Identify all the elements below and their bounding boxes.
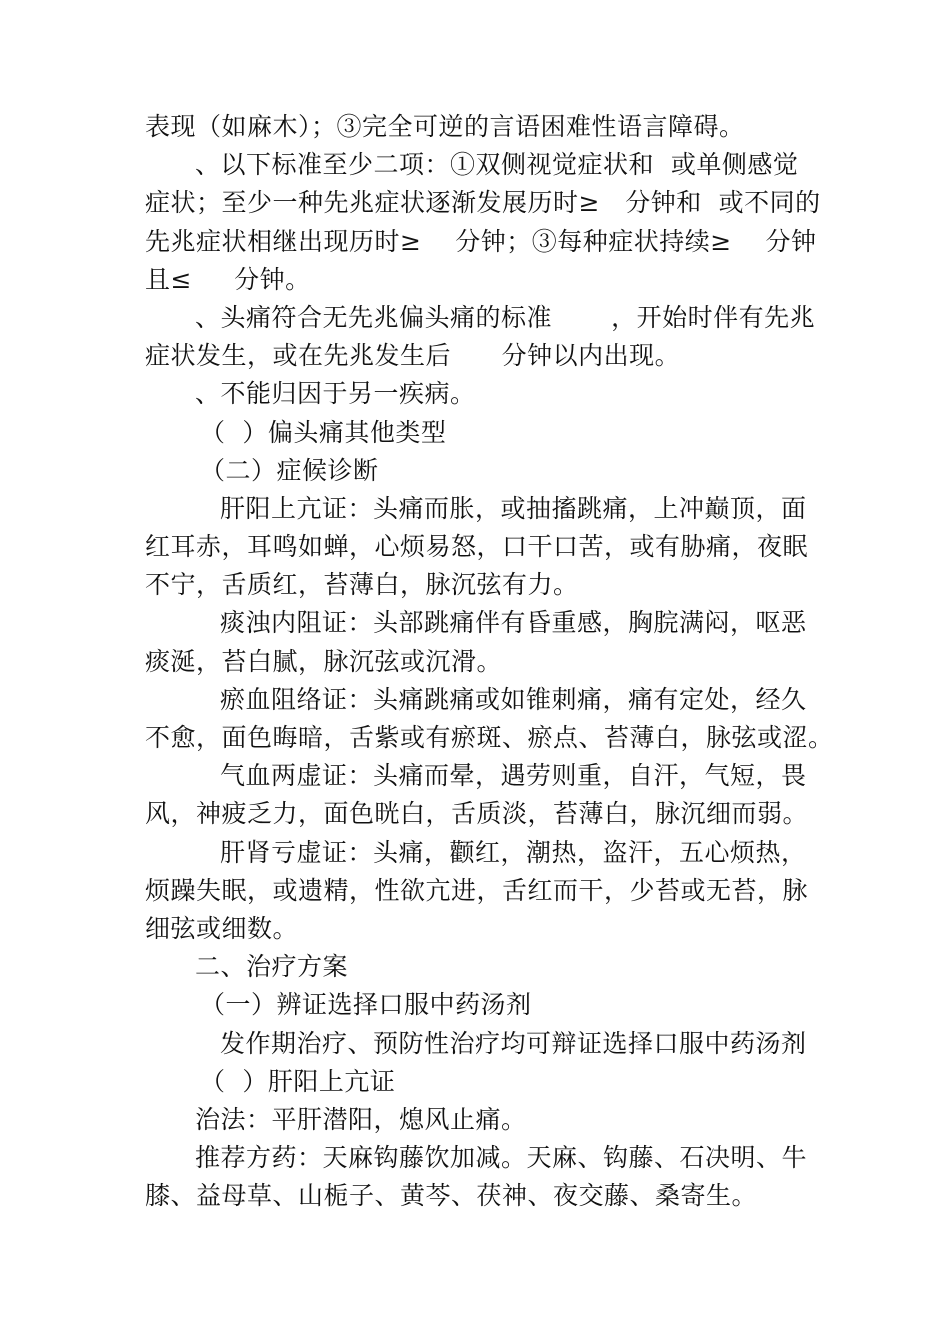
text-line: 治法：平肝潜阳，熄风止痛。 <box>195 1104 527 1134</box>
section-heading: （ ）肝阳上亢证 <box>200 1066 396 1096</box>
text-line: 肝肾亏虚证：头痛，颧红，潮热，盗汗，五心烦热， <box>220 837 807 867</box>
text-line: 症状；至少一种先兆症状逐渐发展历时≥ 分钟和 或不同的 <box>145 188 821 218</box>
text-line: 、不能归因于另一疾病。 <box>195 379 476 409</box>
text-line: 痰涎，苔白腻，脉沉弦或沉滑。 <box>145 646 503 676</box>
section-heading: 二、治疗方案 <box>195 952 349 982</box>
text-line: 瘀血阻络证：头痛跳痛或如锥刺痛，痛有定处，经久 <box>220 684 807 714</box>
document-body <box>145 108 834 1215</box>
text-line: 烦躁失眠，或遗精，性欲亢进，舌红而干，少苔或无苔，脉 <box>145 875 809 905</box>
text-line: 红耳赤，耳鸣如蝉，心烦易怒，口干口苦，或有胁痛，夜眠 <box>145 532 809 562</box>
text-line: 不宁，舌质红，苔薄白，脉沉弦有力。 <box>145 570 579 600</box>
text-line: 发作期治疗、预防性治疗均可辩证选择口服中药汤剂 <box>220 1028 807 1058</box>
text-line: 先兆症状相继出现历时≥ 分钟；③每种症状持续≥ 分钟 <box>145 226 817 256</box>
text-line: 症状发生，或在先兆发生后 分钟以内出现。 <box>145 341 681 371</box>
section-heading: （一）辨证选择口服中药汤剂 <box>200 990 532 1020</box>
text-line: 不愈，面色晦暗，舌紫或有瘀斑、瘀点、苔薄白，脉弦或涩。 <box>145 723 834 752</box>
text-line: 且≤ 分钟。 <box>145 264 311 294</box>
text-line: 肝阳上亢证：头痛而胀，或抽搐跳痛，上冲巅顶，面 <box>220 493 807 523</box>
text-line: 膝、益母草、山栀子、黄芩、茯神、夜交藤、桑寄生。 <box>145 1181 758 1211</box>
text-line: 痰浊内阻证：头部跳痛伴有昏重感，胸脘满闷，呕恶 <box>220 608 807 638</box>
text-line: 细弦或细数。 <box>145 913 299 943</box>
text-line: 风，神疲乏力，面色晄白，舌质淡，苔薄白，脉沉细而弱。 <box>145 799 809 829</box>
text-line: 推荐方药：天麻钩藤饮加减。天麻、钩藤、石决明、牛 <box>195 1143 808 1173</box>
text-line: 、以下标准至少二项：①双侧视觉症状和 或单侧感觉 <box>195 150 799 180</box>
section-heading: （ ）偏头痛其他类型 <box>200 417 447 447</box>
section-heading: （二）症候诊断 <box>200 455 379 485</box>
text-line: 气血两虚证：头痛而晕，遇劳则重，自汗，气短，畏 <box>220 761 807 791</box>
text-line: 、头痛符合无先兆偏头痛的标准 ，开始时伴有先兆 <box>195 302 816 332</box>
text-line: 表现（如麻木）；③完全可逆的言语困难性语言障碍。 <box>145 112 745 141</box>
